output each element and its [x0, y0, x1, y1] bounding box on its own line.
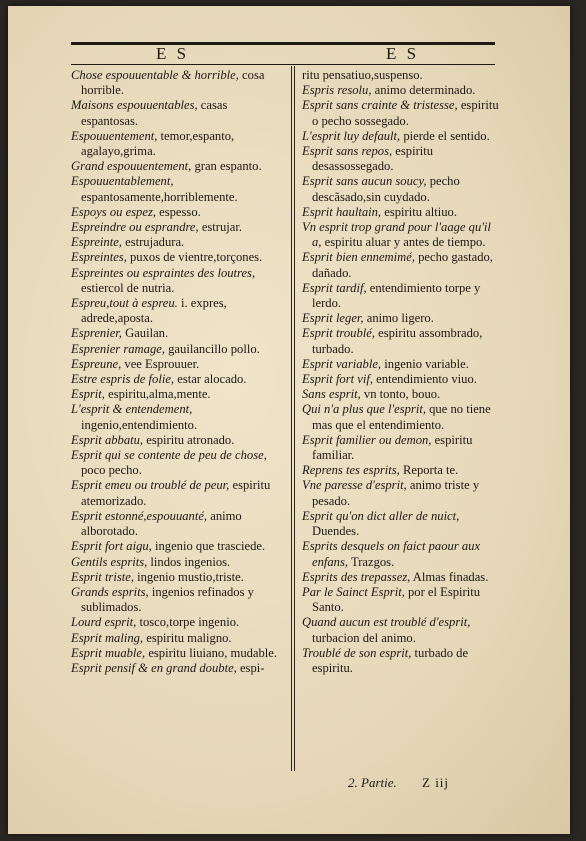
dictionary-entry [71, 266, 283, 296]
dictionary-entry [71, 661, 283, 676]
dictionary-page [8, 6, 570, 834]
header-rule-thin [71, 64, 495, 65]
dictionary-entry [71, 235, 283, 250]
entry-translation: espesso. [156, 204, 201, 219]
entry-headword: Vne paresse d'esprit, [302, 478, 407, 493]
entry-translation: animo ligero. [363, 311, 434, 326]
entry-headword: Par le Sainct Esprit, [302, 584, 405, 599]
entry-translation: Almas finadas. [410, 569, 489, 584]
entry-translation: Reporta te. [399, 463, 459, 478]
entry-translation: pierde el sentido. [400, 128, 490, 143]
entry-translation: ingenios refinados y sublimados. [81, 584, 254, 615]
entry-translation: tosco,torpe ingenio. [136, 615, 240, 630]
entry-headword: Troublé de son esprit, [302, 645, 412, 660]
entry-headword: Espreintes, [71, 250, 127, 265]
dictionary-entry [71, 448, 283, 478]
dictionary-entry [302, 205, 502, 220]
entry-translation: espiritu aluar y antes de tiempo. [321, 235, 486, 250]
entry-headword: L'esprit & entendement, [71, 402, 193, 417]
dictionary-entry [71, 174, 283, 204]
entry-translation: espiritu familiar. [312, 432, 473, 463]
entry-translation: ingenio variable. [381, 356, 469, 371]
entry-translation: estrujadura. [121, 235, 185, 250]
dictionary-entry [71, 296, 283, 326]
entry-headword: Esprit familier ou demon, [302, 432, 432, 447]
entry-headword: Chose espouuentable & horrible, [71, 68, 239, 82]
entry-translation: pecho descãsado,sin cuydado. [312, 174, 460, 204]
column-divider-second [294, 66, 295, 771]
entry-headword: Grand espouuentement, [71, 159, 192, 174]
dictionary-entry [302, 174, 502, 204]
entry-translation: poco pecho. [81, 463, 142, 478]
dictionary-entry [71, 220, 283, 235]
dictionary-entry [71, 631, 283, 646]
entry-translation: animo triste y pesado. [312, 478, 480, 508]
entry-translation: animo alborotado. [81, 508, 242, 539]
entry-headword: Esprit qui se contente de peu de chose, [71, 448, 267, 463]
dictionary-entry [71, 615, 283, 630]
dictionary-entry [71, 159, 283, 174]
entry-translation: gauilancillo pollo. [164, 341, 260, 356]
entry-headword: Espreindre ou esprandre, [71, 220, 199, 235]
entry-headword: Esprit fort vif, [302, 372, 374, 387]
right-column [302, 68, 502, 676]
entry-translation: espiritu desassossegado. [312, 144, 434, 174]
dictionary-entry [302, 585, 502, 615]
entry-headword: Espreintes ou espraintes des loutres, [71, 265, 256, 280]
entry-translation: espiritu atemorizado. [81, 478, 271, 508]
entry-headword: Quand aucun est troublé d'esprit, [302, 615, 471, 630]
dictionary-entry [71, 357, 283, 372]
entry-translation: espiritu altiuo. [381, 204, 457, 219]
entry-headword: Esprit estonné,espouuanté, [71, 508, 208, 523]
entry-headword: Esprit abbatu, [71, 432, 144, 447]
entry-headword: Esprit sans aucun soucy, [302, 174, 427, 189]
entry-translation: vn tonto, bouo. [360, 387, 441, 402]
entry-headword: Esprit haultain, [302, 204, 382, 219]
entry-translation: ingenio,entendimiento. [81, 417, 198, 432]
running-head-right: E S [386, 44, 420, 63]
entry-headword: Vn esprit trop grand pour l'aage qu'il a, [302, 220, 491, 250]
dictionary-entry [302, 311, 502, 326]
dictionary-entry [71, 478, 283, 508]
dictionary-entry [71, 555, 283, 570]
entry-translation: estrujar. [198, 220, 243, 235]
dictionary-entry [302, 68, 502, 83]
dictionary-entry [71, 433, 283, 448]
dictionary-entry [302, 98, 502, 128]
dictionary-entry [71, 205, 283, 220]
entry-headword: Esprenier ramage, [71, 341, 165, 356]
dictionary-entry [302, 83, 502, 98]
dictionary-entry [302, 129, 502, 144]
entry-translation: puxos de vientre,torçones. [126, 250, 263, 265]
entry-translation: pecho gastado, dañado. [312, 250, 493, 280]
entry-headword: Esprit bien ennemimé, [302, 250, 415, 265]
entry-headword: L'esprit luy default, [302, 128, 401, 143]
entry-translation: por el Espiritu Santo. [312, 584, 481, 615]
entry-translation: espiritu liuiano, mudable. [145, 645, 278, 660]
header-rule [71, 42, 495, 45]
dictionary-entry [71, 509, 283, 539]
entry-translation: ingenio mustio,triste. [133, 569, 244, 584]
entry-translation: Gauilan. [121, 326, 169, 341]
dictionary-entry [302, 646, 502, 676]
dictionary-entry [302, 372, 502, 387]
entry-translation: animo determinado. [371, 83, 476, 98]
entry-translation: que no tiene mas que el entendimiento. [312, 402, 491, 432]
dictionary-entry [71, 570, 283, 585]
entry-translation: espiritu assombrado, turbado. [312, 326, 483, 356]
entry-headword: Esprit qu'on dict aller de nuict, [302, 508, 460, 523]
entry-translation: espantosamente,horriblemente. [81, 189, 238, 204]
dictionary-entry [302, 402, 502, 432]
dictionary-entry [302, 570, 502, 585]
entry-translation: espi- [236, 660, 265, 675]
entry-headword: Espris resolu, [302, 83, 372, 98]
left-column [71, 68, 283, 676]
dictionary-entry [71, 646, 283, 661]
dictionary-entry [302, 250, 502, 280]
entry-headword: Esprits desquels on faict paour aux enfans, [302, 539, 481, 569]
dictionary-entry [302, 478, 502, 508]
entry-translation: vee Esprouuer. [121, 356, 200, 371]
entry-translation: temor,espanto, agalayo,grima. [81, 128, 235, 159]
entry-headword: Esprit sans crainte & tristesse, [302, 98, 458, 113]
entry-translation: espiritu o pecho sossegado. [312, 98, 499, 128]
dictionary-entry [302, 509, 502, 539]
entry-headword: Esprenier, [71, 326, 122, 341]
entry-headword: Gentils esprits, [71, 554, 148, 569]
dictionary-entry [302, 539, 502, 569]
entry-headword: Qui n'a plus que l'esprit, [302, 402, 426, 417]
dictionary-entry [71, 326, 283, 341]
dictionary-entry [302, 463, 502, 478]
entry-headword: Lourd esprit, [71, 615, 137, 630]
entry-translation: gran espanto. [191, 159, 262, 174]
dictionary-entry [71, 539, 283, 554]
entry-headword: Esprit maling, [71, 630, 144, 645]
entry-headword: Espouuentement, [71, 128, 158, 143]
entry-translation: estar alocado. [174, 372, 247, 387]
entry-headword: Esprit pensif & en grand doubte, [71, 660, 237, 675]
entry-headword: Esprit, [71, 387, 105, 402]
entry-headword: Maisons espouuentables, [71, 98, 198, 113]
entry-headword: Esprit tardif, [302, 280, 367, 295]
entry-translation: Trazgos. [348, 554, 395, 569]
entry-headword: Espreinte, [71, 235, 122, 250]
entry-headword: Espreune, [71, 356, 122, 371]
entry-translation: espiritu atronado. [143, 432, 235, 447]
dictionary-entry [302, 220, 502, 250]
dictionary-entry [302, 281, 502, 311]
dictionary-entry [71, 129, 283, 159]
dictionary-entry [71, 98, 283, 128]
dictionary-entry [71, 585, 283, 615]
entry-headword: Esprit emeu ou troublé de peur, [71, 478, 230, 493]
dictionary-entry [71, 402, 283, 432]
entry-headword: Esprit muable, [71, 645, 146, 660]
dictionary-entry [302, 433, 502, 463]
entry-translation: turbado de espiritu. [312, 645, 469, 675]
entry-headword: Grands esprits, [71, 584, 149, 599]
entry-headword: Esprit leger, [302, 311, 364, 326]
entry-headword: Esprit triste, [71, 569, 134, 584]
entry-headword: Esprit fort aigu, [71, 539, 152, 554]
entry-headword: Esprit troublé, [302, 326, 375, 341]
entry-translation: espiritu,alma,mente. [104, 387, 211, 402]
entry-translation: turbacion del animo. [312, 630, 416, 645]
entry-translation: entendimiento viuo. [373, 372, 477, 387]
dictionary-entry [71, 342, 283, 357]
entry-translation: estiercol de nutria. [81, 280, 175, 295]
entry-translation: lindos ingenios. [147, 554, 231, 569]
gathering-mark: Z iij [422, 775, 450, 790]
entry-headword: Espouuentablement, [71, 174, 174, 189]
dictionary-entry [302, 387, 502, 402]
entry-headword: Reprens tes esprits, [302, 463, 400, 478]
entry-translation: ingenio que trasciede. [151, 539, 266, 554]
entry-headword: Sans esprit, [302, 387, 361, 402]
running-head-left: E S [156, 44, 190, 63]
entry-headword: Esprit variable, [302, 356, 382, 371]
entry-translation: Duendes. [312, 524, 360, 539]
column-divider [291, 66, 292, 771]
dictionary-entry [302, 144, 502, 174]
dictionary-entry [302, 357, 502, 372]
entry-headword: Estre espris de folie, [71, 372, 175, 387]
entry-translation: ritu pensatiuo,suspenso. [302, 68, 423, 82]
entry-translation: entendimiento torpe y lerdo. [312, 280, 481, 311]
entry-headword: Esprits des trepassez, [302, 569, 411, 584]
entry-headword: Espreu,tout à espreu. [71, 296, 178, 311]
signature-line: 2. Partie. [348, 775, 397, 790]
dictionary-entry [71, 250, 283, 265]
entry-headword: Esprit sans repos, [302, 144, 393, 159]
entry-translation: casas espantosas. [81, 98, 228, 128]
dictionary-entry [302, 326, 502, 356]
dictionary-entry [71, 387, 283, 402]
dictionary-entry [71, 68, 283, 98]
dictionary-entry [71, 372, 283, 387]
entry-headword: Espoys ou espez, [71, 204, 156, 219]
entry-translation: espiritu maligno. [143, 630, 232, 645]
entry-translation: cosa horrible. [81, 68, 265, 98]
dictionary-entry [302, 615, 502, 645]
entry-translation: i. expres, adrede,aposta. [81, 296, 227, 326]
